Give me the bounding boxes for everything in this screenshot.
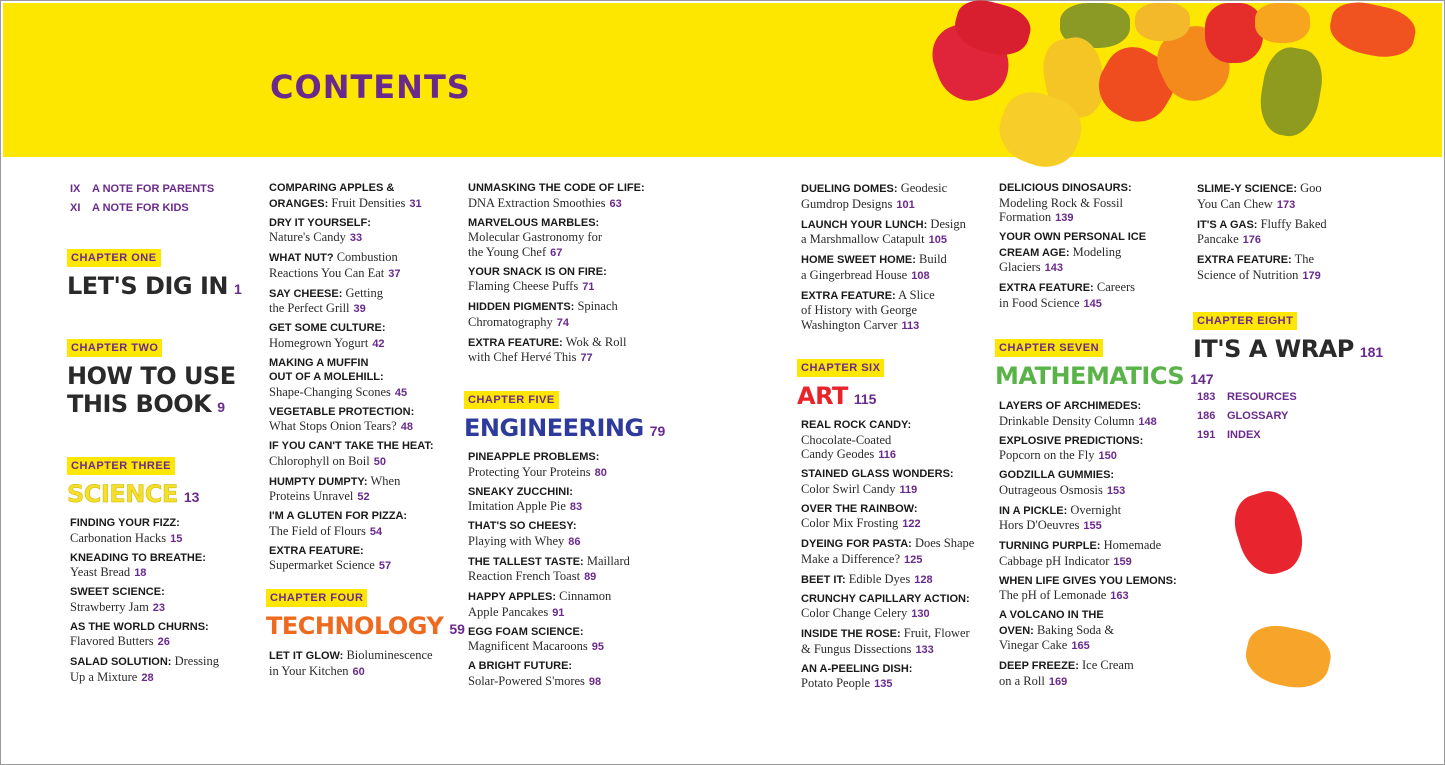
toc-entry[interactable]: EXTRA FEATURE: Wok & Roll with Chef Hervé This 77 [468, 334, 627, 364]
back-matter-item[interactable]: 183 RESOURCES [1197, 391, 1297, 403]
chapter-badge: CHAPTER EIGHT [1193, 312, 1297, 330]
toc-column-4 [801, 181, 1001, 338]
gummy-bear-red [1205, 3, 1263, 63]
toc-entry[interactable]: SAY CHEESE: Getting the Perfect Grill 39 [269, 285, 383, 315]
toc-entry[interactable]: HIDDEN PIGMENTS: Spinach Chromatography 74 [468, 299, 618, 329]
toc-entry[interactable]: EXTRA FEATURE: The Science of Nutrition 179 [1197, 252, 1321, 282]
toc-entry[interactable]: A BRIGHT FUTURE: Solar-Powered S'mores 98 [468, 660, 602, 688]
toc-column-3 [468, 181, 668, 370]
toc-entry[interactable]: KNEADING TO BREATHE: Yeast Bread 18 [70, 551, 206, 579]
toc-entry[interactable]: DEEP FREEZE: Ice Cream on a Roll 169 [999, 658, 1134, 688]
toc-entry[interactable]: GET SOME CULTURE: Homegrown Yogurt 42 [269, 322, 386, 350]
chapter-badge: CHAPTER SEVEN [995, 339, 1103, 357]
chapter-title: MATHEMATICS 147 [995, 362, 1214, 390]
toc-entry[interactable]: SNEAKY ZUCCHINI: Imitation Apple Pie 83 [468, 485, 583, 513]
back-matter-item[interactable]: 191 INDEX [1197, 429, 1261, 441]
toc-entry[interactable]: INSIDE THE ROSE: Fruit, Flower & Fungus Dissections 133 [801, 626, 970, 656]
toc-entry[interactable]: EXPLOSIVE PREDICTIONS: Popcorn on the Fly 150 [999, 434, 1144, 462]
chapter-badge: CHAPTER TWO [67, 339, 162, 357]
toc-entry[interactable]: EGG FOAM SCIENCE: Magnificent Macaroons 95 [468, 625, 605, 653]
back-matter [1197, 388, 1397, 445]
toc-entry[interactable]: SALAD SOLUTION: Dressing Up a Mixture 28 [70, 654, 220, 684]
toc-column-5-bottom [999, 399, 1199, 694]
toc-column-4-bottom [801, 418, 1001, 696]
toc-entry[interactable]: SLIME-Y SCIENCE: Goo You Can Chew 173 [1197, 181, 1322, 211]
toc-entry[interactable]: WHEN LIFE GIVES YOU LEMONS: The pH of Lemonade 163 [999, 574, 1177, 602]
toc-entry[interactable]: AN A-PEELING DISH: Potato People 135 [801, 662, 913, 690]
chapter-two[interactable] [67, 338, 236, 421]
toc-entry[interactable]: THAT'S SO CHEESY: Playing with Whey 86 [468, 520, 581, 548]
toc-entry[interactable]: HOME SWEET HOME: Build a Gingerbread House 108 [801, 252, 947, 282]
chapter-title: ART 115 [797, 382, 877, 410]
chapter-badge: CHAPTER FOUR [266, 589, 367, 607]
toc-column-6 [1197, 181, 1397, 288]
toc-entry[interactable]: YOUR OWN PERSONAL ICE CREAM AGE: Modeling Glaciers 143 [999, 231, 1147, 274]
toc-entry[interactable]: REAL ROCK CANDY: Chocolate-Coated Candy Geodes 116 [801, 419, 912, 461]
toc-entry[interactable]: YOUR SNACK IS ON FIRE: Flaming Cheese Puffs 71 [468, 265, 607, 293]
page-title: CONTENTS [270, 68, 471, 106]
toc-entry[interactable]: COMPARING APPLES & ORANGES: Fruit Densities 31 [269, 182, 422, 210]
chapter-title: ENGINEERING 79 [464, 414, 666, 442]
toc-entry[interactable]: GODZILLA GUMMIES: Outrageous Osmosis 153 [999, 469, 1126, 497]
toc-entry[interactable]: TURNING PURPLE: Homemade Cabbage pH Indicator 159 [999, 538, 1162, 568]
chapter-three[interactable] [67, 456, 199, 511]
toc-entry[interactable]: EXTRA FEATURE: Supermarket Science 57 [269, 544, 392, 572]
toc-column-1 [70, 180, 260, 218]
toc-entry[interactable]: A VOLCANO IN THE OVEN: Baking Soda & Vinegar Cake 165 [999, 609, 1115, 652]
toc-entry[interactable]: CRUNCHY CAPILLARY ACTION: Color Change Celery 130 [801, 592, 970, 620]
toc-entry[interactable]: DELICIOUS DINOSAURS: Modeling Rock & Fossil Formation 139 [999, 182, 1132, 224]
chapter-six[interactable] [797, 358, 884, 413]
toc-column-3-bottom [468, 450, 668, 694]
toc-entry[interactable]: VEGETABLE PROTECTION: What Stops Onion Tears? 48 [269, 405, 415, 433]
toc-entry[interactable]: LET IT GLOW: Bioluminescence in Your Kitchen 60 [269, 648, 433, 678]
chapter-five[interactable] [464, 390, 665, 445]
gummy-bear-yellow [1135, 3, 1190, 41]
front-matter-item[interactable]: XI A NOTE FOR KIDS [70, 202, 189, 214]
toc-entry[interactable]: STAINED GLASS WONDERS: Color Swirl Candy 119 [801, 468, 954, 496]
chapter-one[interactable] [67, 248, 242, 303]
toc-entry[interactable]: MAKING A MUFFIN OUT OF A MOLEHILL: Shape-Changing Scones 45 [269, 356, 408, 399]
toc-entry[interactable]: WHAT NUT? Combustion Reactions You Can Eat 37 [269, 250, 401, 280]
toc-entry[interactable]: OVER THE RAINBOW: Color Mix Frosting 122 [801, 502, 921, 530]
chapter-title: SCIENCE 13 [67, 480, 200, 508]
toc-entry[interactable]: AS THE WORLD CHURNS: Flavored Butters 26 [70, 620, 209, 648]
toc-entry[interactable]: EXTRA FEATURE: Careers in Food Science 145 [999, 280, 1136, 310]
chapter-badge: CHAPTER ONE [67, 249, 161, 267]
toc-entry[interactable]: BEET IT: Edible Dyes 128 [801, 571, 933, 586]
toc-entry[interactable]: MARVELOUS MARBLES: Molecular Gastronomy for the Young Chef 67 [468, 216, 602, 259]
toc-entry[interactable]: DYEING FOR PASTA: Does Shape Make a Difference? 125 [801, 536, 975, 566]
toc-entry[interactable]: SWEET SCIENCE: Strawberry Jam 23 [70, 586, 166, 614]
chapter-badge: CHAPTER FIVE [464, 391, 559, 409]
toc-entry[interactable]: DRY IT YOURSELF: Nature's Candy 33 [269, 216, 371, 244]
toc-entry[interactable]: IF YOU CAN'T TAKE THE HEAT: Chlorophyll on Boil 50 [269, 440, 434, 468]
toc-entry[interactable]: DUELING DOMES: Geodesic Gumdrop Designs 101 [801, 181, 948, 211]
toc-entry[interactable]: HAPPY APPLES: Cinnamon Apple Pancakes 91 [468, 589, 612, 619]
toc-entry[interactable]: LAYERS OF ARCHIMEDES: Drinkable Density Column 148 [999, 400, 1157, 428]
chapter-title: LET'S DIG IN 1 [67, 272, 242, 300]
toc-entry[interactable]: THE TALLEST TASTE: Maillard Reaction French Toast 89 [468, 553, 630, 583]
toc-column-1-entries [70, 516, 260, 690]
toc-column-2-bottom [269, 648, 469, 684]
toc-entry[interactable]: PINEAPPLE PROBLEMS: Protecting Your Proteins 80 [468, 451, 607, 479]
toc-column-2 [269, 181, 469, 578]
toc-entry[interactable]: I'M A GLUTEN FOR PIZZA: The Field of Flours 54 [269, 510, 408, 538]
chapter-eight[interactable] [1193, 311, 1383, 366]
toc-entry[interactable]: IT'S A GAS: Fluffy Baked Pancake 176 [1197, 216, 1327, 246]
chapter-badge: CHAPTER THREE [67, 457, 175, 475]
toc-entry[interactable]: EXTRA FEATURE: A Slice of History with George Washington Carver 113 [801, 287, 935, 332]
front-matter-item[interactable]: IX A NOTE FOR PARENTS [70, 183, 215, 195]
toc-entry[interactable]: HUMPTY DUMPTY: When Proteins Unravel 52 [269, 473, 401, 503]
chapter-title: IT'S A WRAP 181 [1193, 335, 1384, 363]
chapter-title: HOW TO USE THIS BOOK 9 [67, 362, 236, 418]
chapter-seven[interactable] [995, 338, 1214, 393]
toc-entry[interactable]: LAUNCH YOUR LUNCH: Design a Marshmallow Catapult 105 [801, 216, 966, 246]
chapter-four[interactable] [266, 588, 465, 643]
toc-entry[interactable]: UNMASKING THE CODE OF LIFE: DNA Extraction Smoothies 63 [468, 182, 645, 210]
gummy-bear-orange [1255, 3, 1310, 43]
chapter-badge: CHAPTER SIX [797, 359, 884, 377]
toc-entry[interactable]: IN A PICKLE: Overnight Hors D'Oeuvres 155 [999, 502, 1122, 532]
toc-column-5 [999, 181, 1199, 316]
toc-entry[interactable]: FINDING YOUR FIZZ: Carbonation Hacks 15 [70, 517, 183, 545]
chapter-title: TECHNOLOGY 59 [266, 612, 465, 640]
back-matter-item[interactable]: 186 GLOSSARY [1197, 410, 1289, 422]
